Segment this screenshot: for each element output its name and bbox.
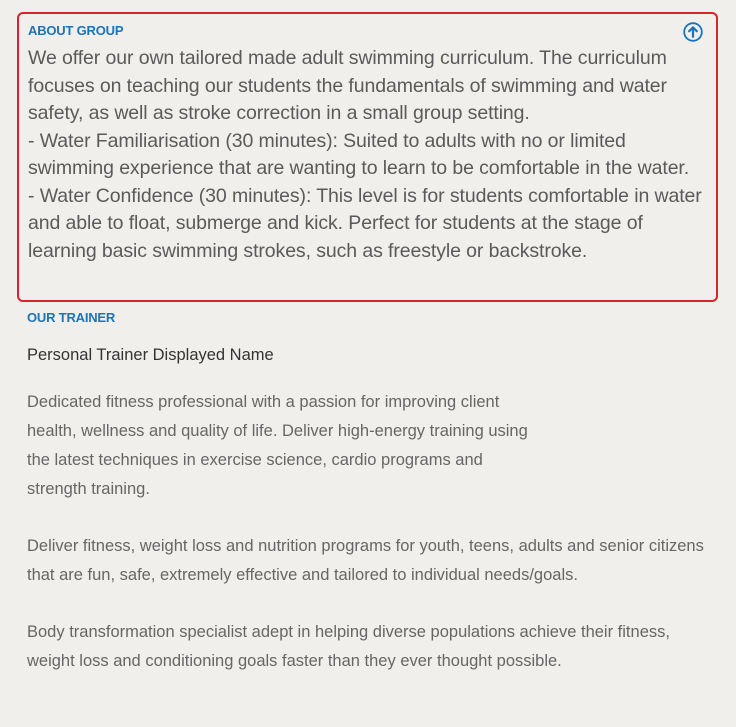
about-paragraph-intro: We offer our own tailored made adult swimming curriculum. The curriculum focuses on teaching our students the fundamentals of swimming and water safety, as well as stroke correction in a small group setting.	[28, 47, 667, 124]
arrow-up-circle-icon[interactable]	[683, 22, 703, 42]
trainer-name: Personal Trainer Displayed Name	[27, 346, 274, 364]
about-group-heading: ABOUT GROUP	[28, 23, 124, 38]
trainer-bio	[27, 388, 717, 704]
about-paragraph-confidence: - Water Confidence (30 minutes): This level is for students comfortable in water and able to float, submerge and kick. Perfect for students at the stage of learning basic swimming strokes, such as freestyle or backstroke.	[28, 184, 702, 262]
trainer-bio-paragraph: Dedicated fitness professional with a passion for improving client health, wellness and quality of life. Deliver high-energy training using the latest techniques in exercise science, cardio programs and strength training.	[27, 393, 528, 498]
about-group-description	[28, 45, 708, 265]
about-paragraph-familiarisation: - Water Familiarisation (30 minutes): Suited to adults with no or limited swimming experience that are wanting to learn to be comfortable in the water.	[28, 129, 690, 179]
trainer-bio-paragraph: Deliver fitness, weight loss and nutrition programs for youth, teens, adults and senior citizens that are fun, safe, extremely effective and tailored to individual needs/goals.	[27, 537, 704, 584]
our-trainer-heading: OUR TRAINER	[27, 310, 116, 325]
trainer-bio-paragraph: Body transformation specialist adept in helping diverse populations achieve their fitness, weight loss and conditioning goals faster than they ever thought possible.	[27, 623, 670, 670]
about-group-section	[17, 12, 718, 302]
